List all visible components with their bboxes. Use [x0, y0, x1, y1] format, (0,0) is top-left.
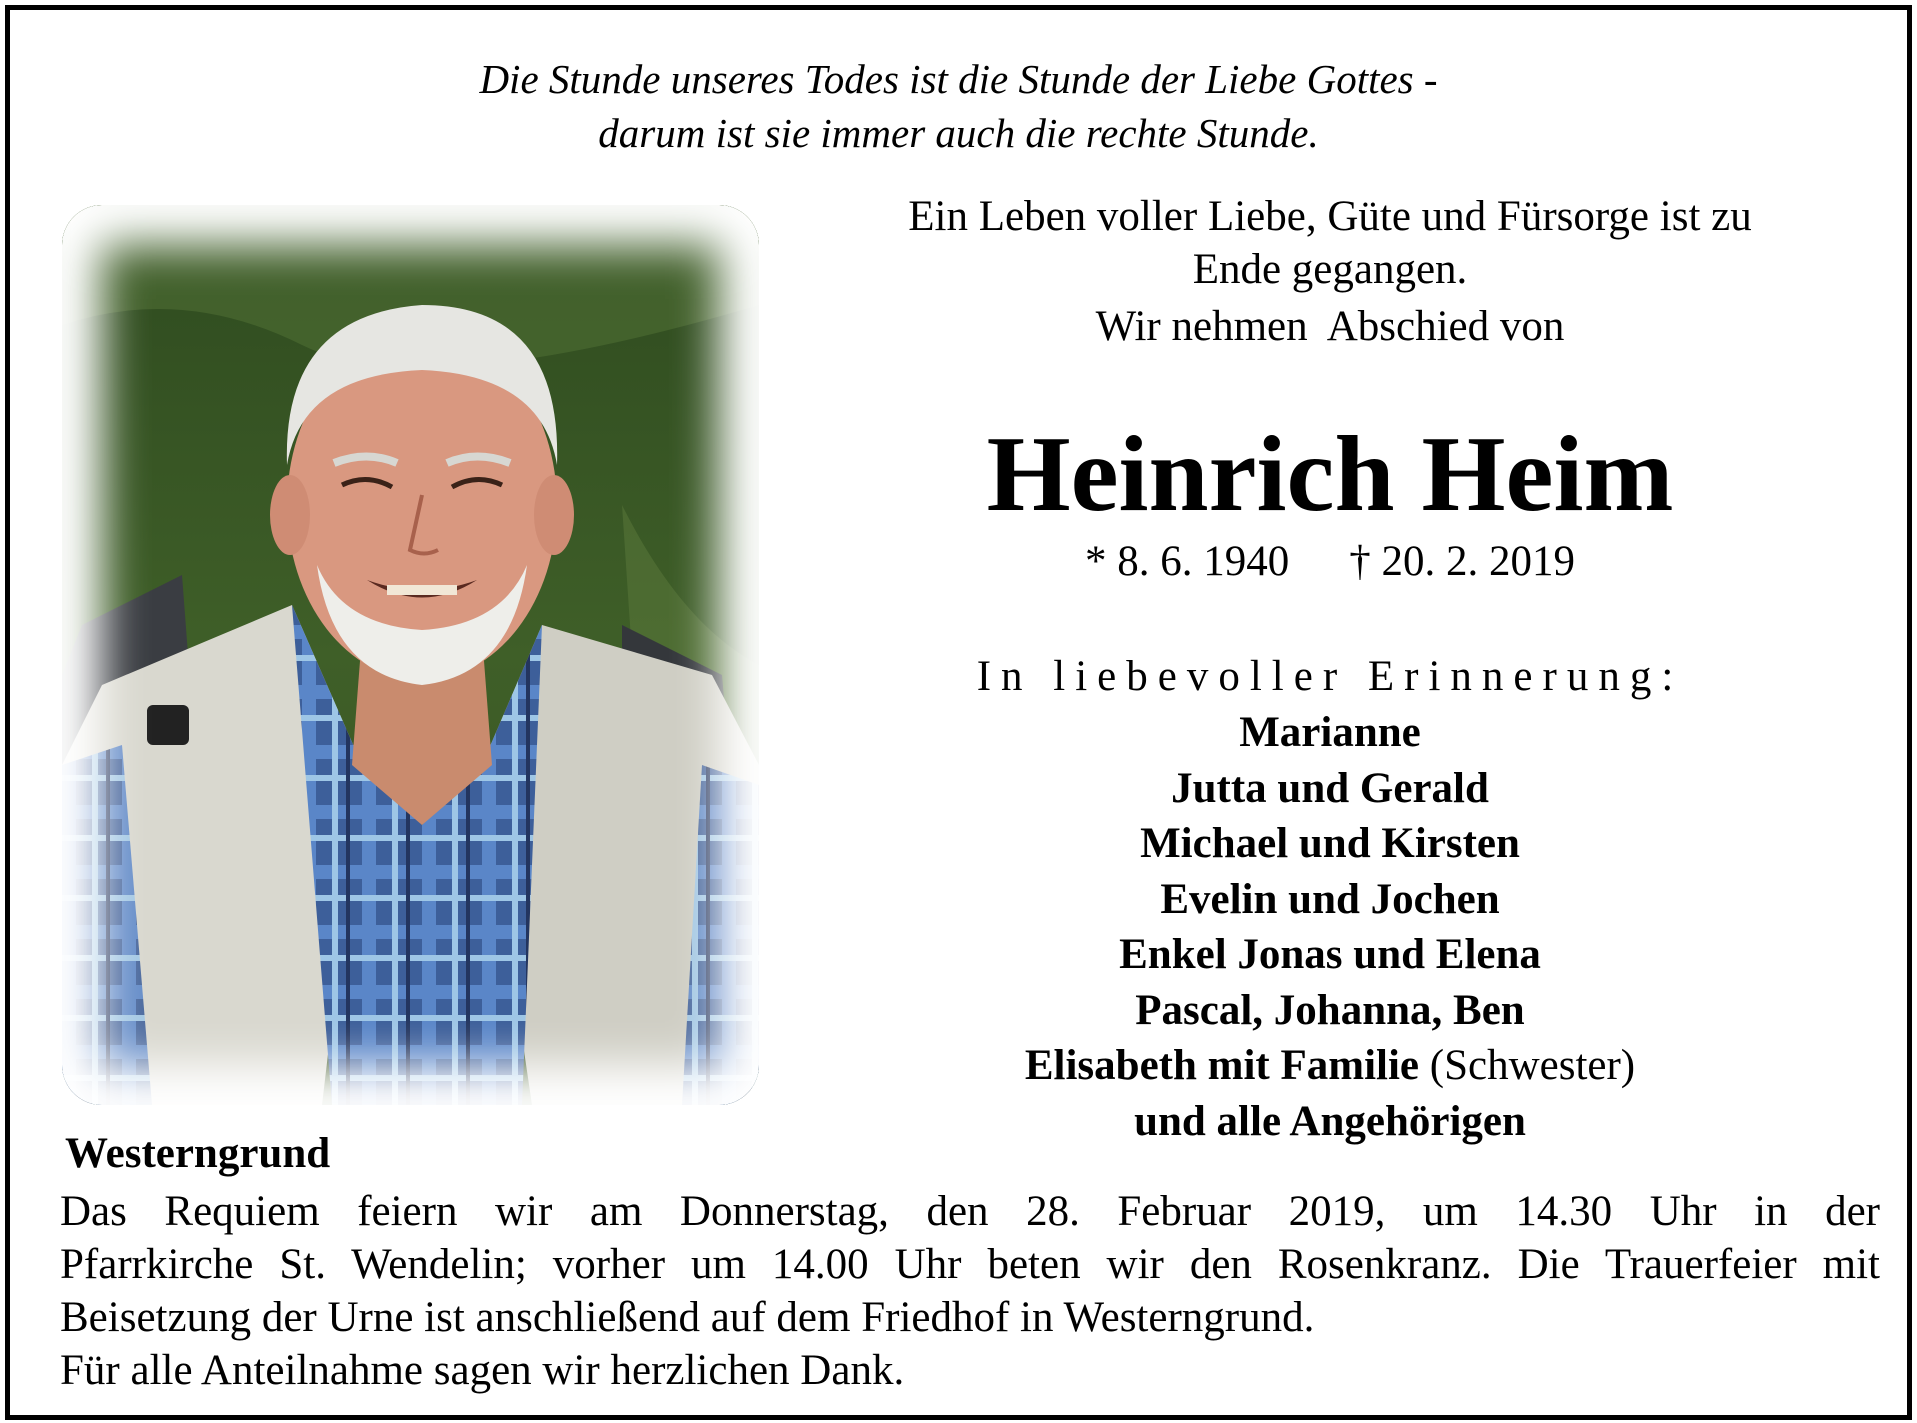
family-member-sister — [780, 1038, 1880, 1094]
family-member: Pascal, Johanna, Ben — [1135, 986, 1525, 1034]
birth-date: * 8. 6. 1940 — [1085, 538, 1290, 585]
family-member: Enkel Jonas und Elena — [1119, 931, 1541, 978]
death-date: † 20. 2. 2019 — [1349, 538, 1575, 585]
family-list — [780, 705, 1880, 1149]
farewell-line: Wir nehmen Abschied von — [1095, 303, 1565, 350]
thanks-line: Für alle Anteilnahme sagen wir herzlichen Dank. — [60, 1347, 905, 1394]
intro-text — [780, 190, 1880, 296]
portrait-photo — [62, 205, 759, 1105]
deceased-name: Heinrich Heim — [986, 415, 1674, 534]
service-line-1: Das Requiem feiern wir am Donnerstag, den 28. Februar 2019, um 14.30 Uhr in der — [60, 1188, 1880, 1235]
family-member: Marianne — [1239, 709, 1421, 756]
quote-line-2: darum ist sie immer auch die rechte Stunde. — [598, 110, 1319, 156]
sister-name: Elisabeth mit Familie — [1024, 1042, 1419, 1089]
family-member: Michael und Kirsten — [1140, 820, 1520, 867]
life-dates — [780, 535, 1880, 589]
quote — [10, 52, 1907, 160]
sister-note: (Schwester) — [1429, 1042, 1636, 1089]
family-relatives: und alle Angehörigen — [1134, 1097, 1526, 1145]
quote-line-1: Die Stunde unseres Todes ist die Stunde der Liebe Gottes - — [479, 56, 1438, 102]
place-name: Westerngrund — [65, 1130, 331, 1177]
memory-heading: In liebevoller Erinnerung: — [976, 653, 1684, 700]
intro-line-1: Ein Leben voller Liebe, Güte und Fürsorge ist zu — [908, 193, 1752, 240]
service-details — [60, 1185, 1880, 1397]
obituary-frame — [5, 5, 1912, 1420]
family-member: Evelin und Jochen — [1160, 875, 1500, 923]
family-member: Jutta und Gerald — [1171, 764, 1489, 812]
service-line-3: Beisetzung der Urne ist anschließend auf dem Friedhof in Westerngrund. — [60, 1294, 1315, 1341]
intro-line-2: Ende gegangen. — [1192, 246, 1468, 293]
service-line-2: Pfarrkirche St. Wendelin; vorher um 14.00 Uhr beten wir den Rosenkranz. Die Trauerfeier mit — [60, 1241, 1880, 1288]
